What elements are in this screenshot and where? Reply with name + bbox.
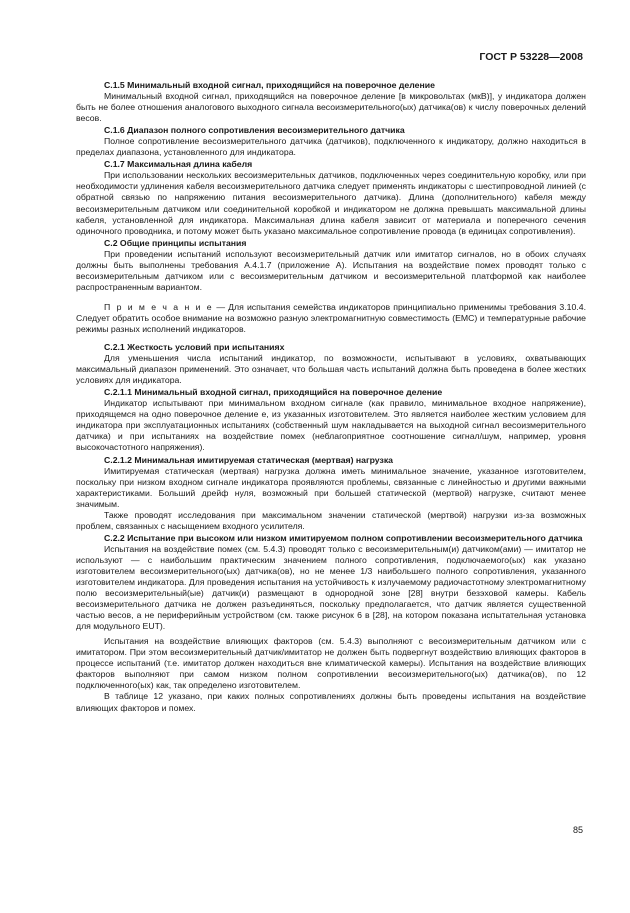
section-c16-title: С.1.6 Диапазон полного сопротивления весоизмерительного датчика bbox=[104, 125, 405, 136]
document-body bbox=[76, 79, 586, 714]
standard-header: ГОСТ Р 53228—2008 bbox=[479, 51, 583, 63]
section-c2-text: При проведении испытаний используют весоизмерительный датчик или имитатор сигналов, но в обоих случаях должны быть выполнены требования А.4.1.7 (приложение А). Испытания на воздействие помех проводят только с весоизмерительным датчиком или с весоизмерительным датчиком и весоизмерительной платформой как наиболее распространенным вариантом. bbox=[76, 248, 586, 292]
section-c212-title: С.2.1.2 Минимальная имитируемая статическая (мертвая) нагрузка bbox=[104, 454, 394, 465]
section-c15-title: С.1.5 Минимальный входной сигнал, приходящийся на поверочное деление bbox=[104, 80, 435, 90]
section-c21-title: С.2.1 Жесткость условий при испытаниях bbox=[104, 342, 285, 353]
section-c211-title: С.2.1.1 Минимальный входной сигнал, приходящийся на поверочное деление bbox=[104, 387, 443, 398]
section-c22-text: Испытания на воздействие помех (см. 5.4.3) проводят только с весоизмерительным(и) датчиком(ами) — имитатор не используют — с наибольшим практическим значением полного сопротивления, подключаемого(ых) как указано изготовителем весоизмерительного(ых) датчика(ов), но не менее 1/3 наибольшего полного сопротивления, указанного изготовителем индикатора. Для проведения испытания на устойчивость к излучаемому радиочастотному электромагнитному полю весоизмерительный(ые) датчик(и) размещают в однородной зоне [28] внутри безэховой камеры. Кабель весоизмерительного датчика не должен разъединяться, поскольку предполагается, что датчик является существенной частью весов, а не периферийным устройством (см. также рисунок 6 в [28], на котором показана испытательная установка для модульного EUT). bbox=[76, 543, 586, 632]
section-c16-text: Полное сопротивление весоизмерительного датчика (датчиков), подключенного к индикатору, должно находиться в пределах диапазона, установленного для индикатора. bbox=[76, 136, 586, 158]
section-c2-title: С.2 Общие принципы испытания bbox=[104, 237, 247, 248]
note-paragraph bbox=[76, 302, 586, 335]
section-c22-title: С.2.2 Испытание при высоком или низком имитируемом полном сопротивлении весоизмерительного датчика bbox=[104, 532, 583, 543]
section-c17-title: С.1.7 Максимальная длина кабеля bbox=[104, 159, 253, 170]
section-c211-text: Индикатор испытывают при минимальном входном сигнале (как правило, минимальное входное напряжение), приходящемся на одно поверочное деление е, из указанных изготовителем. Это является наиболее жестким условием для индикатора при эксплуатационных испытаниях (собственный шум накладывается на выходной сигнал весоизмерительного датчика) и при испытаниях на воздействие помех (неблагоприятное соотношение сигнал/шум, например, уровня высокочастотного напряжения). bbox=[76, 398, 586, 453]
section-c22-text-2: Испытания на воздействие влияющих факторов (см. 5.4.3) выполняют с весоизмерительным датчиком или с имитатором. При этом весоизмерительный датчик/имитатор не должен быть подвергнут воздействию влияющих факторов в процессе испытаний (т.е. имитатор должен находиться вне климатической камеры). Испытания на воздействие влияющих факторов выполняют при самом низком полном сопротивлении весоизмерительного(ых) датчика(ов), по 12 подключенного(ых) как, так определено изготовителем. bbox=[76, 636, 586, 691]
section-c21-text: Для уменьшения числа испытаний индикатор, по возможности, испытывают в условиях, охватывающих максимальный диапазон применений. Это означает, что большая часть испытаний должна быть проведена в более жестких условиях для индикатора. bbox=[76, 353, 586, 386]
section-c212-text: Имитируемая статическая (мертвая) нагрузка должна иметь минимальное значение, указанное изготовителем, поскольку при низком входном сигнале индикатора проявляются проблемы, связанные с линейностью и другими важными характеристиками. Больший дрейф нуля, возможный при большей статической (мертвой) нагрузке, считают менее значимым. bbox=[76, 465, 586, 509]
section-c15-text: Минимальный входной сигнал, приходящийся на поверочное деление [в микровольтах (мкВ)], у индикатора должен быть не более отношения аналогового выходного сигнала весоизмерительного(ых) датчика(ов) к числу поверочных делений весов. bbox=[76, 91, 586, 124]
section-c22-text-3: В таблице 12 указано, при каких полных сопротивлениях должны быть проведены испытания на воздействие влияющих факторов и помех. bbox=[76, 691, 586, 713]
section-c17-text: При использовании нескольких весоизмерительных датчиков, подключенных через соединительную коробку, или при необходимости удлинения кабеля весоизмерительного датчика следует применять индикаторы с шестипроводной линией (с обратной связью по напряжению питания весоизмерительного датчика). Длина (дополнительного) кабеля между весоизмерительным датчиком или соединительной коробкой и индикатором не должна превышать максимальной длины кабеля, установленной для индикатора. Максимальная длина кабеля зависит от материала и поперечного сечения одиночного проводника, и потому может быть указано максимальное сопротивление провода (в единицах сопротивления). bbox=[76, 170, 586, 236]
section-c212-text-2: Также проводят исследования при максимальном значении статической (мертвой) нагрузки из-за возможных проблем, связанных с насыщением входного усилителя. bbox=[76, 509, 586, 531]
note-text: — Для испытания семейства индикаторов принципиально применимы требования 3.10.4. Следует обратить особое внимание на возможно разную электромагнитную совместимость (ЕМС) и температурные рабочие режимы разных исполнений индикаторов. bbox=[76, 301, 586, 334]
page-number: 85 bbox=[572, 825, 583, 835]
note-label: П р и м е ч а н и е bbox=[104, 301, 214, 312]
